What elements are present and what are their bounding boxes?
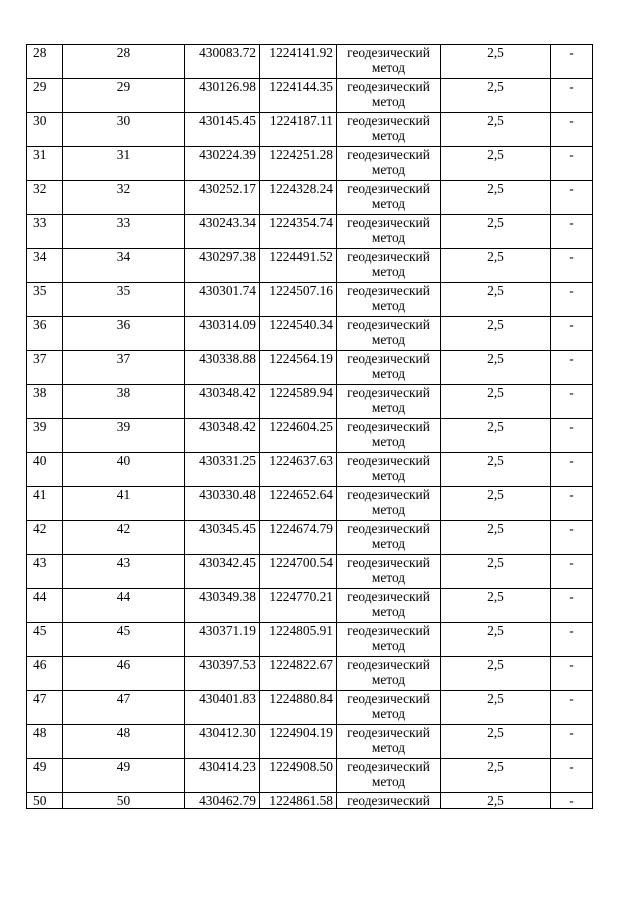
note-cell: - [551, 487, 593, 521]
note-cell: - [551, 147, 593, 181]
point-id-cell: 28 [63, 45, 185, 79]
row-number-cell: 47 [27, 691, 63, 725]
note-cell: - [551, 283, 593, 317]
table-row [27, 419, 593, 453]
table-body [27, 45, 593, 809]
point-id-cell: 49 [63, 759, 185, 793]
coordinates-table [26, 44, 593, 809]
row-number-cell: 39 [27, 419, 63, 453]
method-cell: геодезический [337, 793, 441, 809]
table-row [27, 555, 593, 589]
method-cell: геодезический метод [337, 623, 441, 657]
y-coordinate-cell: 1224187.11 [260, 113, 337, 147]
point-id-cell: 43 [63, 555, 185, 589]
x-coordinate-cell: 430348.42 [185, 385, 260, 419]
table-row [27, 453, 593, 487]
table-row [27, 385, 593, 419]
accuracy-cell: 2,5 [441, 657, 551, 691]
row-number-cell: 30 [27, 113, 63, 147]
y-coordinate-cell: 1224908.50 [260, 759, 337, 793]
method-cell: геодезический метод [337, 283, 441, 317]
row-number-cell: 36 [27, 317, 63, 351]
row-number-cell: 41 [27, 487, 63, 521]
row-number-cell: 45 [27, 623, 63, 657]
accuracy-cell: 2,5 [441, 623, 551, 657]
x-coordinate-cell: 430349.38 [185, 589, 260, 623]
table-row [27, 45, 593, 79]
x-coordinate-cell: 430338.88 [185, 351, 260, 385]
point-id-cell: 40 [63, 453, 185, 487]
method-cell: геодезический метод [337, 589, 441, 623]
method-cell: геодезический метод [337, 147, 441, 181]
y-coordinate-cell: 1224861.58 [260, 793, 337, 809]
table-row [27, 521, 593, 555]
table-row [27, 725, 593, 759]
table-row [27, 759, 593, 793]
x-coordinate-cell: 430224.39 [185, 147, 260, 181]
row-number-cell: 29 [27, 79, 63, 113]
point-id-cell: 35 [63, 283, 185, 317]
point-id-cell: 34 [63, 249, 185, 283]
method-cell: геодезический метод [337, 521, 441, 555]
point-id-cell: 31 [63, 147, 185, 181]
x-coordinate-cell: 430401.83 [185, 691, 260, 725]
row-number-cell: 32 [27, 181, 63, 215]
row-number-cell: 31 [27, 147, 63, 181]
y-coordinate-cell: 1224354.74 [260, 215, 337, 249]
note-cell: - [551, 419, 593, 453]
method-cell: геодезический метод [337, 759, 441, 793]
point-id-cell: 45 [63, 623, 185, 657]
row-number-cell: 33 [27, 215, 63, 249]
x-coordinate-cell: 430297.38 [185, 249, 260, 283]
accuracy-cell: 2,5 [441, 283, 551, 317]
point-id-cell: 38 [63, 385, 185, 419]
point-id-cell: 47 [63, 691, 185, 725]
note-cell: - [551, 555, 593, 589]
point-id-cell: 46 [63, 657, 185, 691]
y-coordinate-cell: 1224700.54 [260, 555, 337, 589]
x-coordinate-cell: 430083.72 [185, 45, 260, 79]
row-number-cell: 40 [27, 453, 63, 487]
table-row [27, 589, 593, 623]
x-coordinate-cell: 430345.45 [185, 521, 260, 555]
table-row [27, 623, 593, 657]
row-number-cell: 46 [27, 657, 63, 691]
note-cell: - [551, 759, 593, 793]
method-cell: геодезический метод [337, 453, 441, 487]
y-coordinate-cell: 1224637.63 [260, 453, 337, 487]
x-coordinate-cell: 430301.74 [185, 283, 260, 317]
x-coordinate-cell: 430330.48 [185, 487, 260, 521]
accuracy-cell: 2,5 [441, 317, 551, 351]
coordinates-table-page [26, 44, 592, 809]
x-coordinate-cell: 430331.25 [185, 453, 260, 487]
x-coordinate-cell: 430412.30 [185, 725, 260, 759]
note-cell: - [551, 181, 593, 215]
accuracy-cell: 2,5 [441, 725, 551, 759]
point-id-cell: 42 [63, 521, 185, 555]
x-coordinate-cell: 430243.34 [185, 215, 260, 249]
x-coordinate-cell: 430314.09 [185, 317, 260, 351]
method-cell: геодезический метод [337, 725, 441, 759]
table-row [27, 351, 593, 385]
note-cell: - [551, 385, 593, 419]
y-coordinate-cell: 1224805.91 [260, 623, 337, 657]
point-id-cell: 36 [63, 317, 185, 351]
accuracy-cell: 2,5 [441, 113, 551, 147]
x-coordinate-cell: 430342.45 [185, 555, 260, 589]
point-id-cell: 32 [63, 181, 185, 215]
note-cell: - [551, 249, 593, 283]
y-coordinate-cell: 1224540.34 [260, 317, 337, 351]
point-id-cell: 48 [63, 725, 185, 759]
method-cell: геодезический метод [337, 555, 441, 589]
table-row [27, 317, 593, 351]
accuracy-cell: 2,5 [441, 487, 551, 521]
y-coordinate-cell: 1224564.19 [260, 351, 337, 385]
method-cell: геодезический метод [337, 113, 441, 147]
accuracy-cell: 2,5 [441, 589, 551, 623]
y-coordinate-cell: 1224652.64 [260, 487, 337, 521]
row-number-cell: 34 [27, 249, 63, 283]
table-row [27, 793, 593, 809]
table-row [27, 487, 593, 521]
note-cell: - [551, 691, 593, 725]
x-coordinate-cell: 430397.53 [185, 657, 260, 691]
method-cell: геодезический метод [337, 249, 441, 283]
method-cell: геодезический метод [337, 691, 441, 725]
row-number-cell: 38 [27, 385, 63, 419]
note-cell: - [551, 623, 593, 657]
table-row [27, 249, 593, 283]
accuracy-cell: 2,5 [441, 691, 551, 725]
table-row [27, 147, 593, 181]
accuracy-cell: 2,5 [441, 181, 551, 215]
note-cell: - [551, 725, 593, 759]
point-id-cell: 39 [63, 419, 185, 453]
x-coordinate-cell: 430371.19 [185, 623, 260, 657]
x-coordinate-cell: 430252.17 [185, 181, 260, 215]
y-coordinate-cell: 1224144.35 [260, 79, 337, 113]
table-row [27, 283, 593, 317]
note-cell: - [551, 113, 593, 147]
accuracy-cell: 2,5 [441, 759, 551, 793]
row-number-cell: 28 [27, 45, 63, 79]
note-cell: - [551, 521, 593, 555]
accuracy-cell: 2,5 [441, 793, 551, 809]
x-coordinate-cell: 430462.79 [185, 793, 260, 809]
accuracy-cell: 2,5 [441, 419, 551, 453]
method-cell: геодезический метод [337, 487, 441, 521]
note-cell: - [551, 589, 593, 623]
method-cell: геодезический метод [337, 181, 441, 215]
note-cell: - [551, 317, 593, 351]
note-cell: - [551, 215, 593, 249]
accuracy-cell: 2,5 [441, 79, 551, 113]
point-id-cell: 30 [63, 113, 185, 147]
point-id-cell: 29 [63, 79, 185, 113]
row-number-cell: 50 [27, 793, 63, 809]
note-cell: - [551, 453, 593, 487]
accuracy-cell: 2,5 [441, 453, 551, 487]
x-coordinate-cell: 430126.98 [185, 79, 260, 113]
row-number-cell: 48 [27, 725, 63, 759]
note-cell: - [551, 793, 593, 809]
method-cell: геодезический метод [337, 45, 441, 79]
method-cell: геодезический метод [337, 419, 441, 453]
accuracy-cell: 2,5 [441, 521, 551, 555]
row-number-cell: 42 [27, 521, 63, 555]
note-cell: - [551, 351, 593, 385]
accuracy-cell: 2,5 [441, 385, 551, 419]
accuracy-cell: 2,5 [441, 555, 551, 589]
table-row [27, 215, 593, 249]
y-coordinate-cell: 1224674.79 [260, 521, 337, 555]
method-cell: геодезический метод [337, 317, 441, 351]
y-coordinate-cell: 1224904.19 [260, 725, 337, 759]
x-coordinate-cell: 430145.45 [185, 113, 260, 147]
row-number-cell: 43 [27, 555, 63, 589]
y-coordinate-cell: 1224141.92 [260, 45, 337, 79]
y-coordinate-cell: 1224604.25 [260, 419, 337, 453]
point-id-cell: 44 [63, 589, 185, 623]
note-cell: - [551, 45, 593, 79]
y-coordinate-cell: 1224251.28 [260, 147, 337, 181]
point-id-cell: 37 [63, 351, 185, 385]
y-coordinate-cell: 1224880.84 [260, 691, 337, 725]
accuracy-cell: 2,5 [441, 147, 551, 181]
accuracy-cell: 2,5 [441, 45, 551, 79]
y-coordinate-cell: 1224491.52 [260, 249, 337, 283]
y-coordinate-cell: 1224770.21 [260, 589, 337, 623]
accuracy-cell: 2,5 [441, 215, 551, 249]
accuracy-cell: 2,5 [441, 249, 551, 283]
y-coordinate-cell: 1224589.94 [260, 385, 337, 419]
method-cell: геодезический метод [337, 657, 441, 691]
x-coordinate-cell: 430348.42 [185, 419, 260, 453]
y-coordinate-cell: 1224822.67 [260, 657, 337, 691]
method-cell: геодезический метод [337, 351, 441, 385]
table-row [27, 113, 593, 147]
table-row [27, 657, 593, 691]
x-coordinate-cell: 430414.23 [185, 759, 260, 793]
point-id-cell: 50 [63, 793, 185, 809]
row-number-cell: 37 [27, 351, 63, 385]
table-row [27, 691, 593, 725]
note-cell: - [551, 79, 593, 113]
method-cell: геодезический метод [337, 79, 441, 113]
table-row [27, 181, 593, 215]
method-cell: геодезический метод [337, 215, 441, 249]
row-number-cell: 35 [27, 283, 63, 317]
point-id-cell: 33 [63, 215, 185, 249]
row-number-cell: 44 [27, 589, 63, 623]
row-number-cell: 49 [27, 759, 63, 793]
method-cell: геодезический метод [337, 385, 441, 419]
accuracy-cell: 2,5 [441, 351, 551, 385]
table-row [27, 79, 593, 113]
note-cell: - [551, 657, 593, 691]
y-coordinate-cell: 1224328.24 [260, 181, 337, 215]
y-coordinate-cell: 1224507.16 [260, 283, 337, 317]
point-id-cell: 41 [63, 487, 185, 521]
